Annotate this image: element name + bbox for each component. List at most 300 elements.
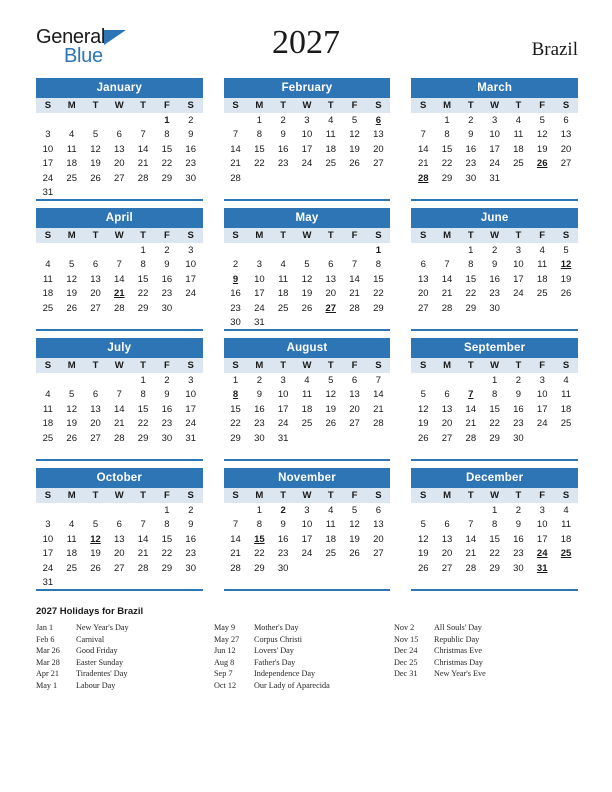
- day-cell[interactable]: 23: [465, 158, 477, 170]
- day-cell[interactable]: 17: [254, 288, 265, 300]
- day-cell[interactable]: 15: [230, 403, 241, 415]
- day-cell[interactable]: 22: [489, 548, 500, 560]
- day-cell[interactable]: 21: [349, 288, 360, 300]
- day-cell[interactable]: 28: [373, 418, 384, 430]
- day-cell[interactable]: 3: [45, 519, 51, 531]
- day-cell[interactable]: 30: [185, 562, 196, 574]
- day-cell[interactable]: 8: [256, 129, 262, 141]
- day-cell[interactable]: 1: [256, 504, 262, 516]
- day-cell[interactable]: 15: [489, 403, 500, 415]
- day-cell[interactable]: 6: [375, 504, 382, 516]
- day-cell[interactable]: 20: [114, 548, 125, 560]
- day-cell[interactable]: 26: [90, 172, 101, 184]
- day-cell[interactable]: 16: [254, 403, 265, 415]
- day-cell[interactable]: 11: [325, 129, 336, 141]
- day-cell[interactable]: 16: [230, 288, 241, 300]
- day-cell[interactable]: 19: [66, 418, 77, 430]
- day-cell[interactable]: 11: [561, 389, 571, 401]
- day-cell[interactable]: 6: [351, 374, 358, 386]
- day-cell[interactable]: 29: [254, 562, 265, 574]
- day-cell[interactable]: 29: [441, 172, 453, 184]
- day-cell[interactable]: 19: [90, 548, 101, 560]
- day-cell[interactable]: 5: [92, 519, 99, 531]
- day-cell[interactable]: 6: [92, 389, 99, 401]
- day-cell[interactable]: 29: [230, 432, 241, 444]
- day-cell[interactable]: 27: [373, 548, 384, 560]
- day-cell[interactable]: 12: [349, 129, 360, 141]
- day-cell[interactable]: 17: [301, 533, 313, 545]
- day-cell[interactable]: 26: [66, 432, 77, 444]
- day-cell-holiday[interactable]: 26: [536, 158, 548, 170]
- day-cell[interactable]: 13: [114, 533, 125, 545]
- day-cell[interactable]: 18: [301, 403, 313, 415]
- day-cell[interactable]: 19: [536, 143, 548, 155]
- day-cell[interactable]: 24: [489, 158, 500, 170]
- day-cell[interactable]: 14: [417, 143, 429, 155]
- day-cell[interactable]: 5: [420, 519, 426, 531]
- day-cell[interactable]: 30: [161, 302, 173, 314]
- day-cell[interactable]: 5: [328, 374, 334, 386]
- day-cell[interactable]: 16: [513, 403, 524, 415]
- day-cell-holiday[interactable]: 12: [90, 533, 101, 545]
- day-cell[interactable]: 22: [254, 158, 265, 170]
- day-cell[interactable]: 26: [66, 302, 77, 314]
- day-cell[interactable]: 11: [325, 519, 336, 531]
- day-cell-holiday[interactable]: 28: [417, 172, 429, 184]
- day-cell[interactable]: 28: [114, 432, 125, 444]
- day-cell[interactable]: 17: [185, 403, 196, 415]
- day-cell[interactable]: 2: [256, 374, 262, 386]
- day-cell[interactable]: 18: [42, 288, 54, 300]
- day-cell[interactable]: 18: [513, 143, 524, 155]
- day-cell[interactable]: 12: [536, 129, 548, 141]
- day-cell[interactable]: 10: [185, 389, 196, 401]
- day-cell[interactable]: 20: [114, 158, 125, 170]
- day-cell[interactable]: 21: [137, 548, 149, 560]
- day-cell[interactable]: 30: [465, 172, 477, 184]
- day-cell[interactable]: 23: [185, 158, 196, 170]
- day-cell[interactable]: 21: [114, 418, 125, 430]
- day-cell[interactable]: 9: [188, 129, 194, 141]
- day-cell[interactable]: 19: [349, 533, 360, 545]
- day-cell[interactable]: 22: [137, 288, 149, 300]
- day-cell[interactable]: 15: [137, 273, 149, 285]
- day-cell[interactable]: 13: [90, 403, 101, 415]
- day-cell-holiday[interactable]: 25: [560, 548, 572, 560]
- day-cell[interactable]: 13: [441, 403, 453, 415]
- day-cell[interactable]: 9: [280, 129, 286, 141]
- day-cell[interactable]: 21: [230, 548, 241, 560]
- day-cell[interactable]: 3: [256, 259, 262, 271]
- day-cell[interactable]: 4: [69, 519, 75, 531]
- day-cell[interactable]: 20: [325, 288, 337, 300]
- day-cell[interactable]: 24: [254, 302, 265, 314]
- day-cell[interactable]: 21: [373, 403, 384, 415]
- day-cell[interactable]: 18: [325, 533, 337, 545]
- day-cell[interactable]: 16: [161, 273, 173, 285]
- day-cell[interactable]: 7: [444, 259, 450, 271]
- day-cell[interactable]: 24: [185, 418, 196, 430]
- day-cell[interactable]: 27: [114, 172, 125, 184]
- day-cell[interactable]: 3: [491, 114, 498, 126]
- day-cell[interactable]: 21: [465, 418, 477, 430]
- day-cell[interactable]: 2: [491, 244, 498, 256]
- day-cell[interactable]: 22: [373, 288, 384, 300]
- day-cell[interactable]: 19: [417, 418, 429, 430]
- day-cell[interactable]: 3: [539, 504, 545, 516]
- day-cell[interactable]: 2: [188, 114, 194, 126]
- day-cell[interactable]: 16: [513, 533, 524, 545]
- day-cell[interactable]: 15: [489, 533, 500, 545]
- day-cell[interactable]: 10: [489, 129, 500, 141]
- day-cell[interactable]: 4: [45, 389, 51, 401]
- day-cell[interactable]: 8: [491, 389, 498, 401]
- day-cell-holiday[interactable]: 6: [375, 114, 382, 126]
- day-cell[interactable]: 5: [420, 389, 426, 401]
- day-cell[interactable]: 6: [420, 259, 426, 271]
- day-cell[interactable]: 30: [185, 172, 196, 184]
- day-cell[interactable]: 25: [42, 432, 54, 444]
- day-cell[interactable]: 6: [444, 519, 450, 531]
- day-cell[interactable]: 12: [90, 143, 101, 155]
- day-cell[interactable]: 19: [325, 403, 337, 415]
- day-cell[interactable]: 4: [328, 504, 334, 516]
- day-cell[interactable]: 13: [441, 533, 453, 545]
- day-cell[interactable]: 22: [441, 158, 453, 170]
- day-cell[interactable]: 19: [417, 548, 429, 560]
- day-cell[interactable]: 25: [66, 562, 77, 574]
- day-cell[interactable]: 3: [45, 129, 51, 141]
- day-cell[interactable]: 22: [161, 158, 173, 170]
- day-cell[interactable]: 15: [161, 533, 173, 545]
- day-cell[interactable]: 1: [140, 244, 146, 256]
- day-cell[interactable]: 10: [513, 259, 524, 271]
- day-cell[interactable]: 6: [116, 129, 122, 141]
- day-cell[interactable]: 26: [349, 548, 360, 560]
- day-cell[interactable]: 25: [325, 158, 337, 170]
- day-cell[interactable]: 4: [328, 114, 334, 126]
- day-cell[interactable]: 18: [66, 158, 77, 170]
- day-cell[interactable]: 19: [560, 273, 572, 285]
- day-cell[interactable]: 5: [563, 244, 569, 256]
- day-cell-holiday[interactable]: 1: [375, 244, 382, 256]
- day-cell[interactable]: 5: [351, 114, 358, 126]
- day-cell[interactable]: 30: [230, 316, 241, 328]
- day-cell[interactable]: 21: [137, 158, 149, 170]
- day-cell[interactable]: 1: [444, 114, 450, 126]
- day-cell-holiday[interactable]: 27: [325, 302, 337, 314]
- day-cell[interactable]: 9: [468, 129, 474, 141]
- day-cell[interactable]: 6: [116, 519, 122, 531]
- day-cell[interactable]: 16: [185, 533, 196, 545]
- day-cell[interactable]: 20: [373, 143, 384, 155]
- day-cell[interactable]: 14: [373, 389, 384, 401]
- day-cell[interactable]: 25: [536, 288, 548, 300]
- day-cell-holiday[interactable]: 9: [232, 273, 239, 285]
- day-cell[interactable]: 24: [513, 288, 524, 300]
- day-cell[interactable]: 24: [42, 172, 54, 184]
- day-cell[interactable]: 23: [277, 548, 289, 560]
- day-cell[interactable]: 17: [42, 548, 54, 560]
- day-cell[interactable]: 11: [66, 143, 77, 155]
- day-cell[interactable]: 8: [164, 519, 170, 531]
- day-cell[interactable]: 3: [304, 114, 310, 126]
- day-cell[interactable]: 19: [349, 143, 360, 155]
- day-cell[interactable]: 14: [114, 403, 125, 415]
- day-cell[interactable]: 4: [563, 504, 569, 516]
- day-cell[interactable]: 17: [489, 143, 500, 155]
- day-cell[interactable]: 18: [536, 273, 548, 285]
- day-cell[interactable]: 2: [232, 259, 239, 271]
- day-cell[interactable]: 23: [161, 418, 173, 430]
- day-cell[interactable]: 3: [280, 374, 286, 386]
- day-cell-holiday[interactable]: 7: [468, 389, 474, 401]
- day-cell[interactable]: 28: [441, 302, 453, 314]
- day-cell[interactable]: 14: [465, 533, 477, 545]
- day-cell[interactable]: 29: [137, 302, 149, 314]
- day-cell[interactable]: 15: [161, 143, 173, 155]
- day-cell[interactable]: 2: [468, 114, 474, 126]
- day-cell-holiday[interactable]: 2: [280, 504, 286, 516]
- day-cell[interactable]: 2: [164, 244, 170, 256]
- day-cell-holiday[interactable]: 31: [536, 562, 548, 574]
- day-cell[interactable]: 2: [164, 374, 170, 386]
- day-cell[interactable]: 9: [515, 519, 522, 531]
- day-cell[interactable]: 25: [66, 172, 77, 184]
- day-cell[interactable]: 16: [465, 143, 477, 155]
- day-cell[interactable]: 26: [417, 562, 429, 574]
- day-cell[interactable]: 15: [254, 143, 265, 155]
- day-cell[interactable]: 27: [90, 302, 101, 314]
- day-cell[interactable]: 7: [140, 129, 146, 141]
- day-cell[interactable]: 18: [42, 418, 54, 430]
- day-cell[interactable]: 29: [373, 302, 384, 314]
- day-cell[interactable]: 22: [254, 548, 265, 560]
- day-cell-holiday[interactable]: 8: [232, 389, 239, 401]
- day-cell[interactable]: 15: [137, 403, 149, 415]
- day-cell[interactable]: 2: [515, 374, 522, 386]
- day-cell[interactable]: 12: [349, 519, 360, 531]
- day-cell[interactable]: 11: [278, 273, 289, 285]
- day-cell[interactable]: 10: [42, 533, 54, 545]
- day-cell[interactable]: 9: [164, 389, 170, 401]
- day-cell[interactable]: 30: [277, 562, 289, 574]
- day-cell[interactable]: 17: [536, 533, 548, 545]
- day-cell[interactable]: 8: [491, 519, 498, 531]
- day-cell[interactable]: 16: [185, 143, 196, 155]
- day-cell[interactable]: 28: [465, 562, 477, 574]
- day-cell[interactable]: 8: [140, 259, 146, 271]
- day-cell[interactable]: 6: [328, 259, 334, 271]
- day-cell[interactable]: 24: [185, 288, 196, 300]
- day-cell[interactable]: 9: [256, 389, 262, 401]
- day-cell[interactable]: 13: [325, 273, 337, 285]
- day-cell[interactable]: 8: [444, 129, 450, 141]
- day-cell-holiday[interactable]: 12: [560, 259, 572, 271]
- day-cell[interactable]: 24: [42, 562, 54, 574]
- day-cell[interactable]: 3: [188, 374, 194, 386]
- day-cell[interactable]: 23: [230, 302, 241, 314]
- day-cell[interactable]: 7: [468, 519, 474, 531]
- day-cell[interactable]: 6: [444, 389, 450, 401]
- day-cell[interactable]: 27: [373, 158, 384, 170]
- day-cell[interactable]: 28: [114, 302, 125, 314]
- day-cell[interactable]: 7: [232, 519, 239, 531]
- day-cell[interactable]: 23: [277, 158, 289, 170]
- day-cell[interactable]: 22: [161, 548, 173, 560]
- day-cell[interactable]: 16: [489, 273, 500, 285]
- day-cell[interactable]: 1: [468, 244, 474, 256]
- day-cell[interactable]: 5: [304, 259, 310, 271]
- day-cell[interactable]: 17: [185, 273, 196, 285]
- day-cell[interactable]: 31: [277, 432, 289, 444]
- day-cell[interactable]: 16: [277, 143, 289, 155]
- day-cell[interactable]: 18: [560, 403, 572, 415]
- day-cell[interactable]: 13: [114, 143, 125, 155]
- day-cell[interactable]: 23: [161, 288, 173, 300]
- day-cell[interactable]: 3: [188, 244, 194, 256]
- day-cell[interactable]: 27: [90, 432, 101, 444]
- day-cell[interactable]: 29: [489, 432, 500, 444]
- day-cell[interactable]: 14: [230, 533, 241, 545]
- day-cell[interactable]: 4: [515, 114, 522, 126]
- day-cell[interactable]: 8: [375, 259, 382, 271]
- day-cell[interactable]: 23: [513, 418, 524, 430]
- day-cell[interactable]: 16: [161, 403, 173, 415]
- day-cell[interactable]: 7: [232, 129, 239, 141]
- day-cell[interactable]: 10: [301, 129, 313, 141]
- day-cell[interactable]: 21: [417, 158, 429, 170]
- day-cell[interactable]: 12: [301, 273, 313, 285]
- day-cell[interactable]: 13: [417, 273, 429, 285]
- day-cell-holiday[interactable]: 24: [536, 548, 548, 560]
- day-cell[interactable]: 10: [536, 519, 548, 531]
- day-cell[interactable]: 9: [280, 519, 286, 531]
- day-cell[interactable]: 14: [137, 533, 149, 545]
- day-cell[interactable]: 28: [230, 172, 241, 184]
- day-cell[interactable]: 30: [513, 432, 524, 444]
- day-cell[interactable]: 12: [325, 389, 337, 401]
- day-cell[interactable]: 6: [563, 114, 569, 126]
- day-cell[interactable]: 14: [349, 273, 360, 285]
- day-cell[interactable]: 12: [66, 403, 77, 415]
- day-cell[interactable]: 26: [560, 288, 572, 300]
- day-cell[interactable]: 8: [468, 259, 474, 271]
- day-cell[interactable]: 21: [465, 548, 477, 560]
- day-cell[interactable]: 20: [560, 143, 572, 155]
- day-cell[interactable]: 18: [277, 288, 289, 300]
- day-cell[interactable]: 30: [254, 432, 265, 444]
- day-cell[interactable]: 19: [301, 288, 313, 300]
- day-cell[interactable]: 28: [465, 432, 477, 444]
- day-cell[interactable]: 22: [489, 418, 500, 430]
- day-cell[interactable]: 2: [515, 504, 522, 516]
- day-cell[interactable]: 21: [230, 158, 241, 170]
- day-cell[interactable]: 18: [325, 143, 337, 155]
- day-cell[interactable]: 4: [563, 374, 569, 386]
- day-cell[interactable]: 11: [537, 259, 548, 271]
- day-cell[interactable]: 23: [513, 548, 524, 560]
- day-cell[interactable]: 10: [536, 389, 548, 401]
- day-cell-holiday[interactable]: 15: [254, 533, 265, 545]
- day-cell[interactable]: 24: [301, 158, 313, 170]
- day-cell[interactable]: 24: [301, 548, 313, 560]
- day-cell[interactable]: 20: [90, 418, 101, 430]
- day-cell[interactable]: 5: [351, 504, 358, 516]
- day-cell[interactable]: 29: [161, 172, 173, 184]
- day-cell[interactable]: 13: [373, 519, 384, 531]
- day-cell[interactable]: 31: [254, 316, 265, 328]
- day-cell[interactable]: 20: [90, 288, 101, 300]
- day-cell[interactable]: 30: [513, 562, 524, 574]
- day-cell[interactable]: 26: [301, 302, 313, 314]
- day-cell[interactable]: 20: [417, 288, 429, 300]
- day-cell[interactable]: 27: [441, 432, 453, 444]
- day-cell[interactable]: 2: [188, 504, 194, 516]
- day-cell[interactable]: 28: [137, 562, 149, 574]
- day-cell[interactable]: 25: [301, 418, 313, 430]
- day-cell[interactable]: 22: [230, 418, 241, 430]
- day-cell[interactable]: 7: [420, 129, 426, 141]
- day-cell[interactable]: 31: [42, 186, 54, 198]
- day-cell[interactable]: 1: [164, 504, 170, 516]
- day-cell[interactable]: 28: [137, 172, 149, 184]
- day-cell[interactable]: 30: [161, 432, 173, 444]
- day-cell[interactable]: 26: [417, 432, 429, 444]
- day-cell[interactable]: 23: [254, 418, 265, 430]
- day-cell[interactable]: 10: [42, 143, 54, 155]
- day-cell[interactable]: 13: [373, 129, 384, 141]
- day-cell[interactable]: 12: [417, 533, 429, 545]
- day-cell[interactable]: 25: [513, 158, 524, 170]
- day-cell[interactable]: 28: [349, 302, 360, 314]
- day-cell[interactable]: 14: [114, 273, 125, 285]
- day-cell[interactable]: 7: [351, 259, 358, 271]
- day-cell[interactable]: 1: [256, 114, 262, 126]
- day-cell[interactable]: 26: [90, 562, 101, 574]
- day-cell[interactable]: 25: [560, 418, 572, 430]
- day-cell[interactable]: 31: [185, 432, 196, 444]
- day-cell[interactable]: 25: [325, 548, 337, 560]
- day-cell[interactable]: 8: [256, 519, 262, 531]
- day-cell[interactable]: 29: [489, 562, 500, 574]
- day-cell[interactable]: 4: [45, 259, 51, 271]
- day-cell[interactable]: 1: [491, 374, 498, 386]
- day-cell[interactable]: 20: [373, 533, 384, 545]
- day-cell[interactable]: 12: [417, 403, 429, 415]
- day-cell[interactable]: 20: [441, 418, 453, 430]
- day-cell[interactable]: 1: [140, 374, 146, 386]
- day-cell[interactable]: 12: [66, 273, 77, 285]
- day-cell[interactable]: 29: [161, 562, 173, 574]
- day-cell[interactable]: 14: [465, 403, 477, 415]
- day-cell[interactable]: 23: [185, 548, 196, 560]
- day-cell[interactable]: 20: [349, 403, 360, 415]
- day-cell-holiday[interactable]: 21: [114, 288, 125, 300]
- day-cell[interactable]: 7: [375, 374, 382, 386]
- day-cell[interactable]: 17: [277, 403, 289, 415]
- day-cell[interactable]: 9: [515, 389, 522, 401]
- day-cell[interactable]: 19: [90, 158, 101, 170]
- day-cell[interactable]: 17: [536, 403, 548, 415]
- day-cell[interactable]: 27: [441, 562, 453, 574]
- day-cell[interactable]: 11: [66, 533, 77, 545]
- day-cell[interactable]: 31: [489, 172, 500, 184]
- day-cell[interactable]: 4: [280, 259, 286, 271]
- day-cell[interactable]: 27: [349, 418, 360, 430]
- day-cell[interactable]: 18: [66, 548, 77, 560]
- day-cell[interactable]: 11: [513, 129, 524, 141]
